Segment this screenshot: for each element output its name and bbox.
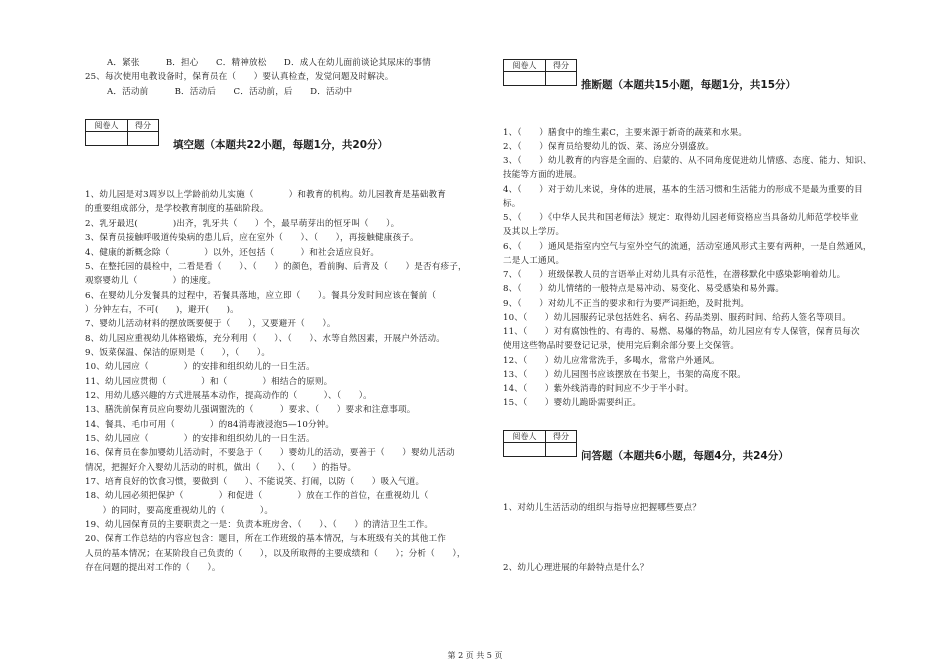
question-line: 13、膳洗前保育员应向婴幼儿强调盥洗的（ ）要求、（ ）要求和注意事项。 — [85, 405, 416, 415]
question-line: 11、幼儿园应贯彻（ ）和（ ）相结合的原则。 — [85, 377, 333, 387]
question-line: ）分钟左右，不可( )，避开( )。 — [85, 305, 239, 315]
question-line: 标。 — [503, 199, 521, 209]
question-line: 20、保育工作总结的内容应包含：题目，所在工作班级的基本情况，与本班级有关的其他工作 — [85, 534, 446, 544]
page-footer: 第 2 页 共 5 页 — [447, 651, 503, 660]
question-line: 7、（ ）班级保教人员的言语举止对幼儿具有示范性，在潜移默化中感染影响着幼儿。 — [503, 270, 846, 280]
question-line: 6、在婴幼儿分发餐具的过程中，若餐具落地，应立即（ ）。餐具分发时间应该在餐前（ — [85, 291, 454, 301]
question-line: 存在问题的提出对工作的（ ）。 — [85, 563, 221, 573]
question-line: 8、幼儿园应重视幼儿体格锻炼，充分利用（ ）、（ ）、水等自然因素，开展户外活动。 — [85, 334, 445, 344]
question-line: ）的同时，要高度重视幼儿的（ ）。 — [85, 506, 274, 516]
question-line: 5、在整托园的晨检中，二看是看（ ）、（ ）的颜色，看前胸、后背及（ ）是否有疹子， — [85, 262, 467, 272]
question-line: 12、用幼儿感兴趣的方式进展基本动作，提高动作的（ ）、（ ）。 — [85, 391, 372, 401]
question-line: 5、（ ）《中华人民共和国老师法》规定：取得幼儿园老师资格应当具备幼儿师范学校毕业 — [503, 213, 859, 223]
score-box — [85, 119, 159, 146]
option-line: A．活动前 B．活动后 C．活动前，后 D．活动中 — [107, 87, 353, 97]
question-line: 二是人工通风。 — [503, 256, 565, 266]
question-line: 9、（ ）对幼儿不正当的要求和行为要严词拒绝，及时批判。 — [503, 299, 750, 309]
qa-question: 1、对幼儿生活活动的组织与指导应把握哪些要点？ — [503, 503, 701, 513]
question-line: 3、保育员接触呼吸道传染病的患儿后，应在室外（ ）、（ ），再接触健康孩子。 — [85, 233, 419, 243]
question-line: 18、幼儿园必须把保护（ ）和促进（ ）放在工作的首位，在重视幼儿（ — [85, 491, 446, 501]
question-line: 观察婴幼儿（ ）的速度。 — [85, 276, 217, 286]
question-line: 17、培育良好的饮食习惯，要做到（ ）、不能说笑、打闹，以防（ ）吸入气道。 — [85, 477, 425, 487]
question-line: 1、（ ）膳食中的维生素C，主要来源于新奇的蔬菜和水果。 — [503, 128, 748, 138]
score-label: 得分 — [128, 120, 159, 132]
question-line: 人员的基本情况；在某阶段自己负责的（ ），以及所取得的主要成绩和（ ）；分析（ ）， — [85, 549, 466, 559]
question-line: 2、（ ）保育员给婴幼儿的饭、菜、汤应分别盛放。 — [503, 142, 715, 152]
question-line: 10、（ ）幼儿园服药记录包括姓名、病名、药品类别、服药时间、给药人签名等项目。 — [503, 313, 851, 323]
score-cell — [128, 132, 159, 146]
question-line: 及其以上学历。 — [503, 227, 565, 237]
question-line: 使用这些物品时要登记记录，使用完后剩余部分要上交保管。 — [503, 341, 740, 351]
question-line: 19、幼儿园保育员的主要职责之一是：负责本班房舍、（ ）、（ ）的清洁卫生工作。 — [85, 520, 434, 530]
grader-label: 阅卷人 — [86, 120, 128, 132]
score-cell — [546, 72, 577, 86]
question-line: 16、保育员在参加婴幼儿活动时，不要急于（ ）婴幼儿的活动，要善于（ ）婴幼儿活动 — [85, 448, 455, 458]
score-box — [503, 59, 577, 86]
grader-cell — [504, 72, 546, 86]
question-line: 15、（ ）婴幼儿跪卧需要纠正。 — [503, 398, 642, 408]
option-line: A．紧张 B．担心 C．精神放松 D．成人在幼儿面前谈论其尿床的事情 — [107, 58, 431, 68]
score-label: 得分 — [546, 431, 577, 443]
section-title-true-false: 推断题（本题共15小题，每题1分，共15分） — [581, 79, 797, 91]
question-line: 1、幼儿园是对3周岁以上学龄前幼儿实施（ ）和教育的机构。幼儿园教育是基础教育 — [85, 190, 446, 200]
grader-label: 阅卷人 — [504, 431, 546, 443]
question-line: 的重要组成部分，是学校教育制度的基础阶段。 — [85, 204, 269, 214]
question-line: 6、（ ）通风是指室内空气与室外空气的流通，活动室通风形式主要有两种，一是自然通风， — [503, 242, 872, 252]
question-line: 4、健康的新概念除（ ）以外，还包括（ ）和社会适应良好。 — [85, 248, 380, 258]
question-line: 12、（ ）幼儿应常常洗手，多喝水，常常户外通风。 — [503, 356, 720, 366]
section-title-fill-blank: 填空题（本题共22小题，每题1分，共20分） — [173, 139, 389, 151]
section-title-qa: 问答题（本题共6小题，每题4分，共24分） — [581, 450, 789, 462]
question-line: 13、（ ）幼儿园图书应该摆放在书架上，书架的高度不限。 — [503, 370, 747, 380]
score-cell — [546, 443, 577, 457]
question-line: 2、乳牙最迟( )出齐，乳牙共（ ）个，最早萌芽出的恒牙叫（ ）。 — [85, 219, 400, 229]
question-line: 3、（ ）幼儿教育的内容是全面的、启蒙的、从不同角度促进幼儿情感、态度、能力、知识、 — [503, 156, 872, 166]
question-line: 11、（ ）对有腐蚀性的、有毒的、易燃、易爆的物品，幼儿园应有专人保管，保育员每次 — [503, 327, 860, 337]
grader-label: 阅卷人 — [504, 60, 546, 72]
question-line: 4、（ ）对于幼儿来说，身体的进展，基本的生活习惯和生活能力的形成不是最为重要的目 — [503, 185, 863, 195]
question-line: 14、（ ）紫外线消毒的时间应不少于半小时。 — [503, 384, 694, 394]
question-line: 14、餐具、毛巾可用（ ）的84消毒液浸泡5—10分钟。 — [85, 420, 335, 430]
question-line: 7、婴幼儿活动材料的摆放既要便于（ ），又要避开（ ）。 — [85, 319, 336, 329]
question-line: 10、幼儿园应（ ）的安排和组织幼儿的一日生活。 — [85, 362, 315, 372]
qa-question: 2、幼儿心理进展的年龄特点是什么？ — [503, 563, 649, 573]
grader-cell — [86, 132, 128, 146]
question-line: 9、饭菜保温、保洁的原则是（ ），（ ）。 — [85, 348, 271, 358]
question-line: 8、（ ）幼儿情绪的一般特点是易冲动、易变化、易受感染和易外露。 — [503, 284, 785, 294]
question-line: 15、幼儿园应（ ）的安排和组织幼儿的一日生活。 — [85, 434, 315, 444]
question-line: 25、每次使用电教设备时，保育员在（ ）要认真检查，发觉问题及时解决。 — [85, 72, 394, 82]
score-label: 得分 — [546, 60, 577, 72]
score-box — [503, 430, 577, 457]
question-line: 情况，把握好介入婴幼儿活动的时机，做出（ ）、（ ）的指导。 — [85, 463, 357, 473]
question-line: 技能等方面的进展。 — [503, 170, 582, 180]
grader-cell — [504, 443, 546, 457]
